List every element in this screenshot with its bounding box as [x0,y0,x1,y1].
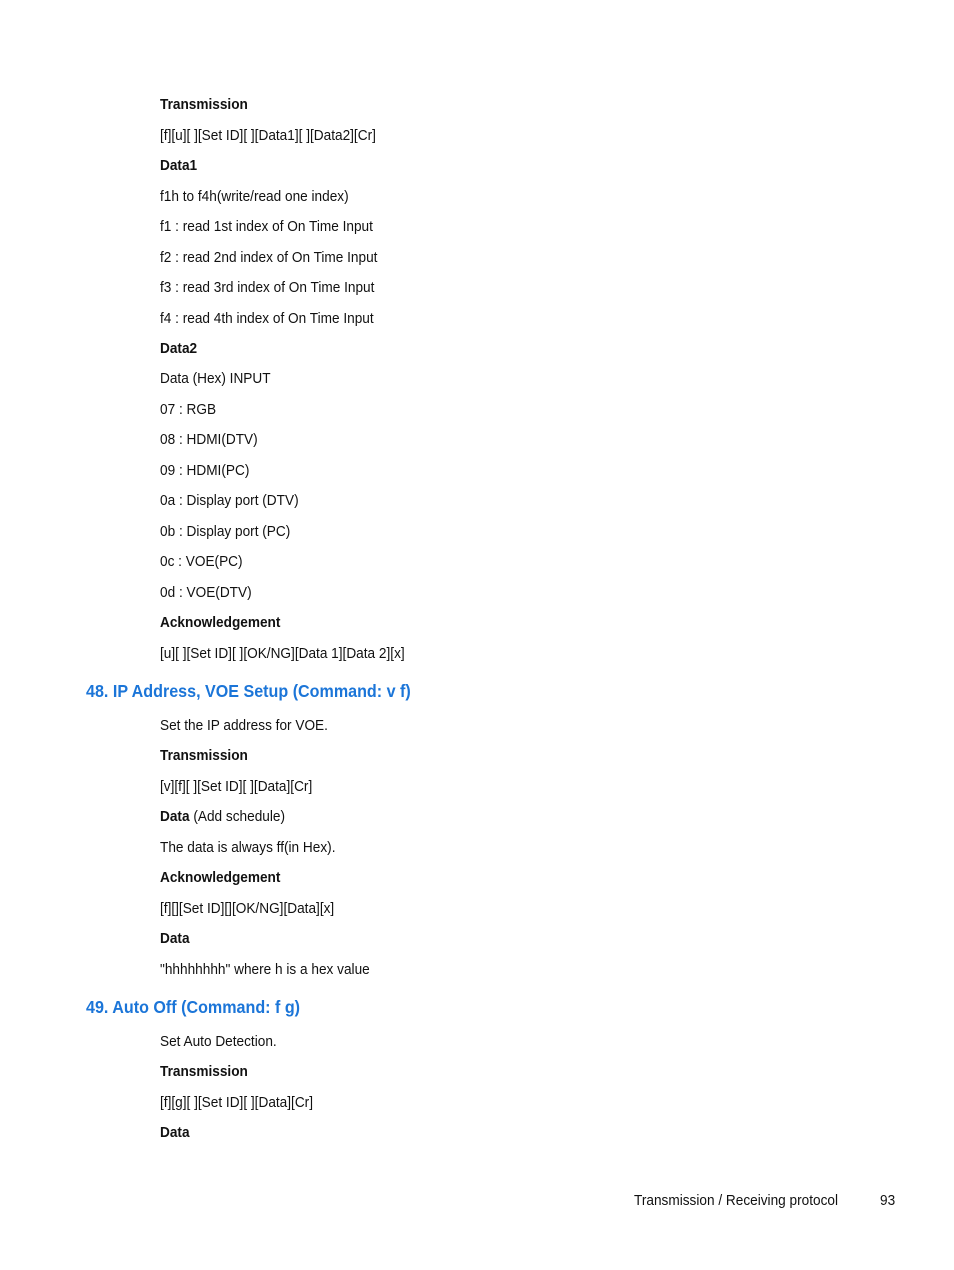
data1-label: Data1 [160,158,198,174]
data1-line: f1h to f4h(write/read one index) [160,189,349,205]
data2-line: 0d : VOE(DTV) [160,585,252,601]
acknowledgement-label: Acknowledgement [160,615,281,631]
data2-line: 09 : HDMI(PC) [160,463,250,479]
ack-data-value: "hhhhhhhh" where h is a hex value [160,962,370,978]
transmission-label: Transmission [160,748,248,764]
page-number: 93 [880,1193,896,1209]
transmission-value: [f][u][ ][Set ID][ ][Data1][ ][Data2][Cr] [160,128,376,144]
data2-line: 07 : RGB [160,402,217,418]
data-note: The data is always ff(in Hex). [160,840,336,856]
data2-line: 08 : HDMI(DTV) [160,432,258,448]
footer-section-title: Transmission / Receiving protocol [634,1193,839,1209]
data1-line: f4 : read 4th index of On Time Input [160,311,374,327]
data2-line: 0c : VOE(PC) [160,554,243,570]
data-label-suffix: (Add schedule) [189,809,286,825]
transmission-label: Transmission [160,97,248,113]
acknowledgement-label: Acknowledgement [160,870,281,886]
acknowledgement-value: [u][ ][Set ID][ ][OK/NG][Data 1][Data 2][x] [160,646,405,662]
transmission-value: [v][f][ ][Set ID][ ][Data][Cr] [160,779,313,795]
data2-line: 0a : Display port (DTV) [160,493,299,509]
acknowledgement-value: [f][][Set ID][][OK/NG][Data][x] [160,901,335,917]
data1-line: f2 : read 2nd index of On Time Input [160,250,378,266]
data-label: Data [160,809,190,825]
section-49-heading: 49. Auto Off (Command: f g) [86,997,301,1017]
section-48-heading: 48. IP Address, VOE Setup (Command: v f) [86,681,411,701]
transmission-value: [f][g][ ][Set ID][ ][Data][Cr] [160,1095,314,1111]
data2-line: 0b : Display port (PC) [160,524,291,540]
data-label: Data [160,1125,190,1141]
transmission-label: Transmission [160,1064,248,1080]
section-49-description: Set Auto Detection. [160,1034,277,1050]
ack-data-label: Data [160,931,190,947]
data1-line: f3 : read 3rd index of On Time Input [160,280,375,296]
data2-label: Data2 [160,341,198,357]
data1-line: f1 : read 1st index of On Time Input [160,219,373,235]
data-label-line [160,808,285,826]
section-48-description: Set the IP address for VOE. [160,718,328,734]
data2-line: Data (Hex) INPUT [160,371,271,387]
